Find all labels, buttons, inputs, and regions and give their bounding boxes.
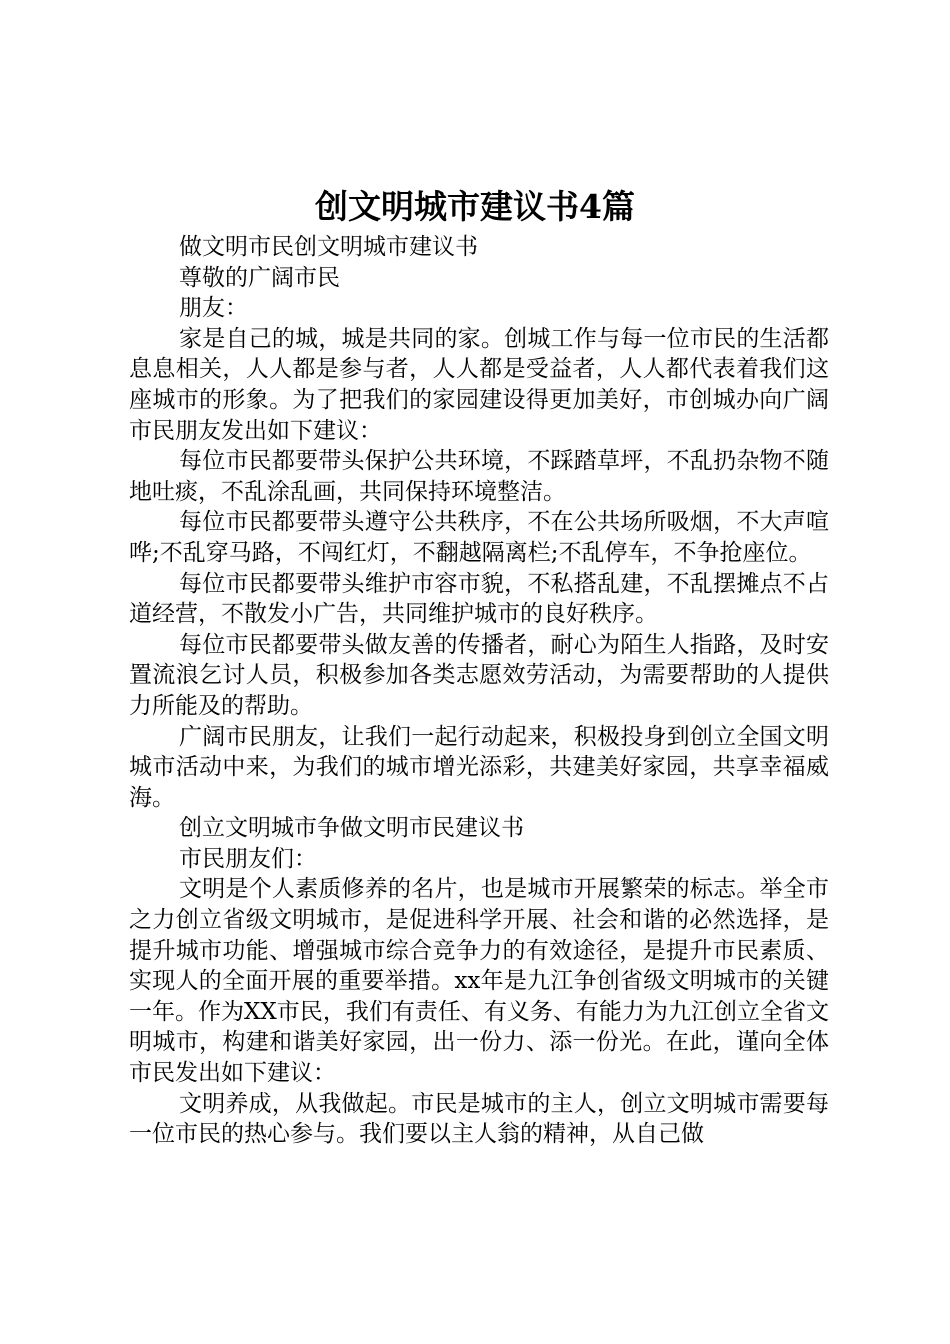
- document-title: 创文明城市建议书4篇: [315, 187, 635, 226]
- document-body: [129, 232, 829, 1150]
- paragraph: 每位市民都要带头做友善的传播者，耐心为陌生人指路，及时安置流浪乞讨人员，积极参加各类志愿效劳活动，为需要帮助的人提供力所能及的帮助。: [129, 631, 829, 719]
- paragraph-salutation-2: 市民朋友们：: [179, 845, 317, 872]
- paragraph: 家是自己的城，城是共同的家。创城工作与每一位市民的生活都息息相关，人人都是参与者，人人都是受益者，人人都代表着我们这座城市的形象。为了把我们的家园建设得更加美好，市创城办向广阔市民朋友发出如下建议：: [129, 325, 829, 444]
- paragraph: 每位市民都要带头遵守公共秩序，不在公共场所吸烟，不大声喧哗;不乱穿马路，不闯红灯，不翻越隔离栏;不乱停车，不争抢座位。: [129, 509, 829, 566]
- paragraph-salutation: 尊敬的广阔市民: [179, 264, 340, 291]
- paragraph-subtitle-1: 做文明市民创文明城市建议书: [179, 234, 478, 260]
- paragraph: 每位市民都要带头保护公共环境，不踩踏草坪，不乱扔杂物不随地吐痰，不乱涂乱画，共同保持环境整洁。: [129, 448, 829, 505]
- paragraph: 文明养成，从我做起。市民是城市的主人，创立文明城市需要每一位市民的热心参与。我们要以主人翁的精神，从自己做: [129, 1090, 829, 1148]
- paragraph-salutation-cont: 朋友：: [179, 295, 248, 322]
- paragraph-subtitle-2: 创立文明城市争做文明市民建议书: [179, 815, 524, 842]
- paragraph: 广阔市民朋友，让我们一起行动起来，积极投身到创立全国文明城市活动中来，为我们的城市增光添彩，共建美好家园，共享幸福威海。: [129, 723, 829, 811]
- paragraph: 每位市民都要带头维护市容市貌，不私搭乱建，不乱摆摊点不占道经营，不散发小广告，共同维护城市的良好秩序。: [129, 570, 829, 628]
- paragraph: 文明是个人素质修养的名片，也是城市开展繁荣的标志。举全市之力创立省级文明城市，是促进科学开展、社会和谐的必然选择，是提升城市功能、增强城市综合竞争力的有效途径，是提升市民素质、实现人的全面开展的重要举措。xx年是九江争创省级文明城市的关键一年。作为XX市民，我们有责任、有义务、有能力为九江创立全省文明城市，构建和谐美好家园，出一份力、添一份光。在此，谨向全体市民发出如下建议：: [129, 876, 829, 1087]
